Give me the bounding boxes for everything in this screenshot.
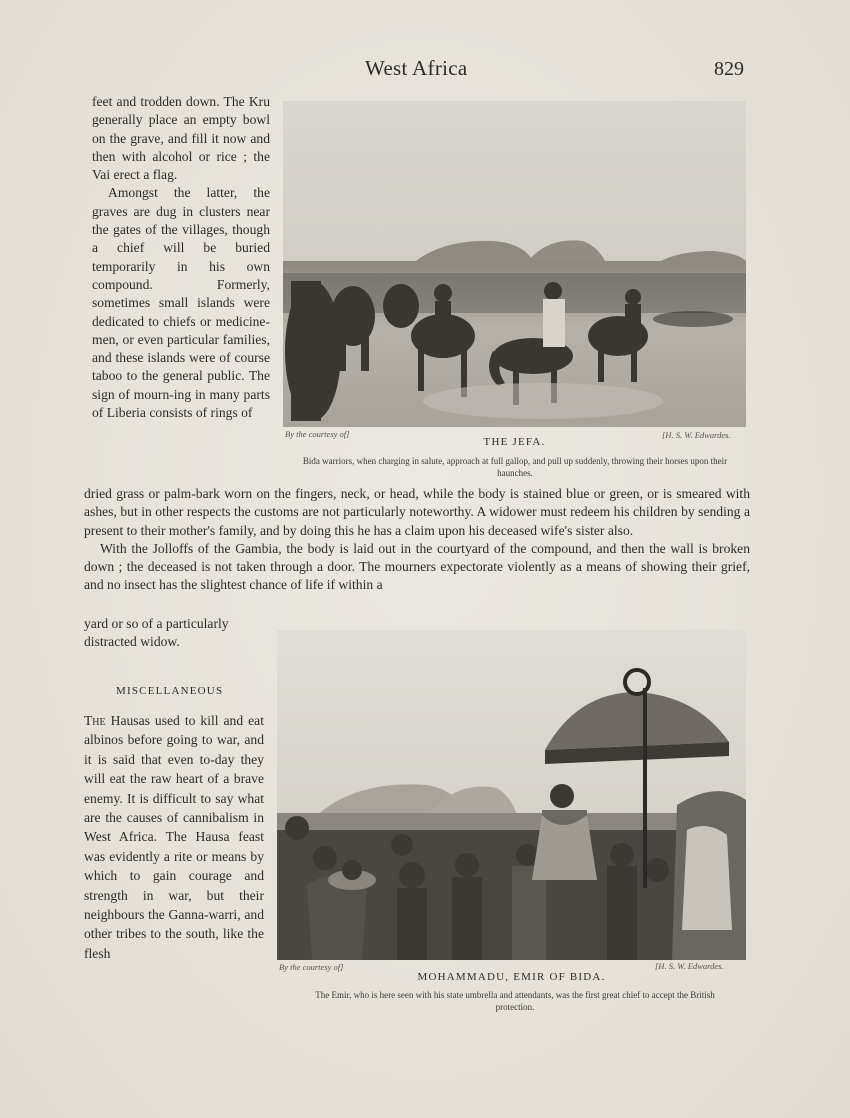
left-column-mid	[84, 615, 264, 652]
photo-the-jefa	[283, 101, 746, 427]
left-column-bottom	[84, 711, 264, 963]
photo-credit-right: [H. S. W. Edwardes.	[655, 961, 724, 971]
photo-credit-left: By the courtesy of]	[279, 962, 344, 972]
paragraph: dried grass or palm-bark worn on the fingers, neck, or head, while the body is stained blue or green, or is smeared with ashes, but in other respects the customs are not particularly noteworthy. A widower must redeem his children by sending a present to their mother's family, and by doing this he has a claim upon his deceased wife's sister also.	[84, 486, 750, 538]
paragraph: Amongst the latter, the graves are dug in clusters near the gates of the villages, though a chief will be buried temporarily in his own compound. Formerly, sometimes small islands were dedicated to chiefs or medicine-men, or even particular families, and these islands were of course taboo to the general public. The sign of mourn-ing in many parts of Liberia consists of rings of	[92, 185, 270, 421]
lead-word: The	[84, 713, 106, 728]
figure-caption: Bida warriors, when charging in salute, approach at full gallop, and pull up suddenly, throwing their horses upon their haunches.	[302, 456, 728, 478]
section-heading: MISCELLANEOUS	[116, 685, 224, 697]
figure-title: THE JEFA.	[483, 436, 546, 448]
photo-credit-left: By the courtesy of]	[285, 429, 350, 439]
full-width-text	[84, 485, 750, 595]
paragraph: Hausas used to kill and eat albinos before going to war, and it is said that even to-day they will eat the raw heart of a brave enemy. It is difficult to say what are the causes of cannibalism in West Africa. The Hausa feast was evidently a rite or means by which to gain courage and strength in war, but their neighbours the Ganna-warri, and other tribes to the south, like the flesh	[84, 713, 264, 961]
photo-credit-right: [H. S. W. Edwardes.	[662, 430, 731, 440]
figure-caption: The Emir, who is here seen with his state umbrella and attendants, was the first great chief to accept the British protection.	[315, 990, 715, 1012]
page-number: 829	[714, 58, 744, 80]
photo-emir-of-bida	[277, 630, 746, 960]
left-column-top	[92, 93, 270, 422]
paragraph: feet and trodden down. The Kru generally place an empty bowl on the grave, and fill it now and then with alcohol or rice ; the Vai erect a flag.	[92, 94, 270, 183]
paragraph: yard or so of a particularly distracted widow.	[84, 616, 229, 650]
paragraph: With the Jolloffs of the Gambia, the body is laid out in the courtyard of the compound, and then the wall is broken down ; the deceased is not taken through a door. The mourners expectorate violently as a means of showing their grief, and no insect has the slightest chance of life if within a	[84, 540, 750, 593]
figure-title: MOHAMMADU, EMIR OF BIDA.	[417, 971, 606, 983]
running-title: West Africa	[365, 56, 468, 80]
